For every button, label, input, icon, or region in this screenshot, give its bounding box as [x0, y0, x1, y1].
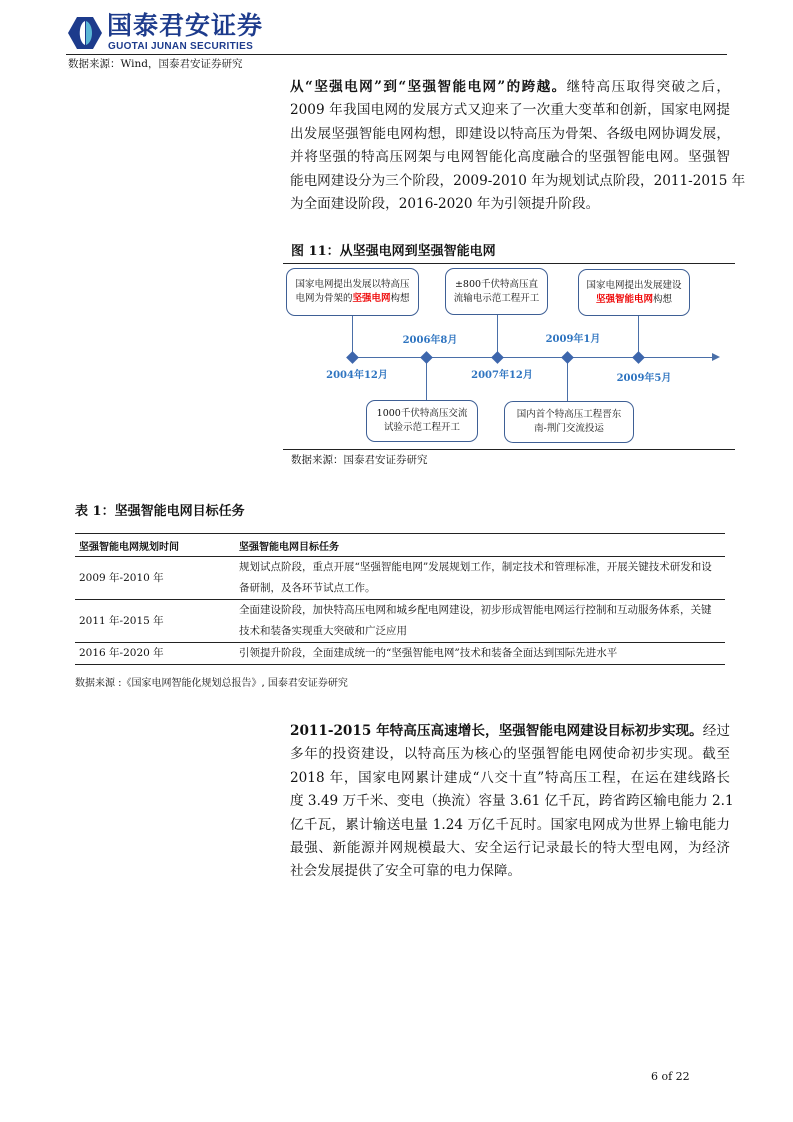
- column-header: 坚强智能电网规划时间: [79, 541, 179, 553]
- event-box: [578, 269, 690, 316]
- event-text: 构想: [390, 293, 410, 304]
- paragraph-lead: 2011-2015 年特高压高速增长，坚强智能电网建设目标初步实现。: [290, 723, 703, 739]
- figure-source: 数据来源：国泰君安证券研究: [291, 454, 428, 466]
- timeline-arrow-icon: [712, 353, 720, 361]
- table-row: [75, 557, 725, 600]
- text-line: 继特高压取得突破之后，: [566, 79, 731, 95]
- table-cell: 2016 年-2020 年: [79, 647, 164, 659]
- event-date: 2004年12月: [326, 370, 388, 381]
- timeline-marker-icon: [491, 351, 504, 364]
- paragraph-lead: 从“坚强电网”到“坚强智能电网”的跨越。: [290, 79, 567, 95]
- text-line: 能电网建设分为三个阶段，2009-2010 年为规划试点阶段，2011-2015 年: [290, 172, 746, 189]
- text-line: 并将坚强的特高压网架与电网智能化高度融合的坚强智能电网。坚强智: [290, 149, 730, 166]
- text-line: 2018 年，国家电网累计建成“八交十直”特高压工程，在运在建线路长: [290, 769, 730, 786]
- table-cell: 2009 年-2010 年: [79, 571, 164, 584]
- text-line: 度 3.49 万千米、变电（换流）容量 3.61 亿千瓦，跨省跨区输电能力 2.1: [290, 793, 734, 810]
- text-line: 亿千瓦，累计输送电量 1.24 万亿千瓦时。国家电网成为世界上输电能力: [290, 816, 730, 833]
- guotai-junan-logo-icon: [67, 16, 103, 50]
- event-highlight: 坚强电网: [352, 293, 391, 304]
- event-highlight: 坚强智能电网: [595, 293, 653, 305]
- table-title: 表 1：坚强智能电网目标任务: [75, 504, 245, 519]
- figure-top-rule: [283, 263, 735, 264]
- paragraph-uhv-growth: [290, 720, 734, 884]
- table-row: [75, 600, 725, 643]
- event-date: 2006年8月: [402, 335, 458, 346]
- column-header: 坚强智能电网目标任务: [239, 541, 339, 553]
- smart-grid-goals-table: [75, 533, 725, 665]
- figure-bottom-rule: [283, 449, 735, 450]
- event-box: [366, 400, 478, 442]
- text-line: 社会发展提供了安全可靠的电力保障。: [290, 863, 522, 880]
- event-text: 构想: [653, 293, 673, 305]
- figure-title: 图 11：从坚强电网到坚强智能电网: [291, 244, 496, 259]
- table-row: [75, 643, 725, 665]
- header-rule: [66, 54, 727, 55]
- text-line: 出发展坚强智能电网构想，即建设以特高压为骨架、各级电网协调发展，: [290, 125, 730, 142]
- connector: [567, 358, 568, 401]
- text-line: 为全面建设阶段，2016-2020 年为引领提升阶段。: [290, 196, 600, 213]
- previous-figure-source: 数据来源：Wind，国泰君安证券研究: [68, 58, 243, 70]
- text-line: 经过: [702, 723, 731, 739]
- timeline-marker-icon: [561, 351, 574, 364]
- event-text: 1000千伏特高压交流试验示范工程开工: [376, 408, 468, 433]
- table-source: 数据来源 :《国家电网智能化规划总报告》, 国泰君安证券研究: [75, 678, 348, 689]
- event-date: 2009年1月: [545, 334, 601, 345]
- page-number: 6 of 22: [651, 1070, 690, 1083]
- table-header-row: [75, 534, 725, 557]
- brand-name-en: GUOTAI JUNAN SECURITIES: [108, 41, 254, 52]
- text-line: 最强、新能源并网规模最大、安全运行记录最长的特大型电网，为经济: [290, 840, 730, 857]
- event-text: ±800千伏特高压直流输电示范工程开工: [453, 278, 540, 304]
- timeline-axis: [352, 357, 714, 358]
- timeline-marker-icon: [632, 351, 645, 364]
- table-cell: 2011 年-2015 年: [79, 614, 164, 627]
- table-cell: 全面建设阶段，加快特高压电网和城乡配电网建设，初步形成智能电网运行控制和互动服务体系，关键技术和装备实现重大突破和广泛应用: [239, 604, 712, 637]
- text-line: 2009 年我国电网的发展方式又迎来了一次重大变革和创新，国家电网提: [290, 102, 730, 119]
- event-text: 国家电网提出发展建设: [586, 279, 682, 291]
- event-date: 2009年5月: [616, 373, 672, 384]
- timeline-marker-icon: [346, 351, 359, 364]
- paragraph-smart-grid-transition: [290, 76, 746, 216]
- event-text: 国内首个特高压工程晋东南-荆门交流投运: [516, 409, 622, 434]
- event-box: [445, 268, 548, 315]
- event-box: [286, 268, 419, 316]
- table-cell: 规划试点阶段，重点开展“坚强智能电网”发展规划工作，制定技术和管理标准，开展关键技术研发和设备研制，及各环节试点工作。: [239, 561, 712, 594]
- event-date: 2007年12月: [471, 370, 533, 381]
- text-line: 多年的投资建设，以特高压为核心的坚强智能电网使命初步实现。截至: [290, 746, 730, 763]
- event-box: [504, 401, 634, 443]
- brand-name-cn: 国泰君安证券: [107, 11, 264, 40]
- timeline-marker-icon: [420, 351, 433, 364]
- table-cell: 引领提升阶段，全面建成统一的“坚强智能电网”技术和装备全面达到国际先进水平: [239, 647, 618, 659]
- connector: [426, 358, 427, 400]
- event-text: 国家电网提出发展以特高压电网为骨架的: [295, 279, 410, 304]
